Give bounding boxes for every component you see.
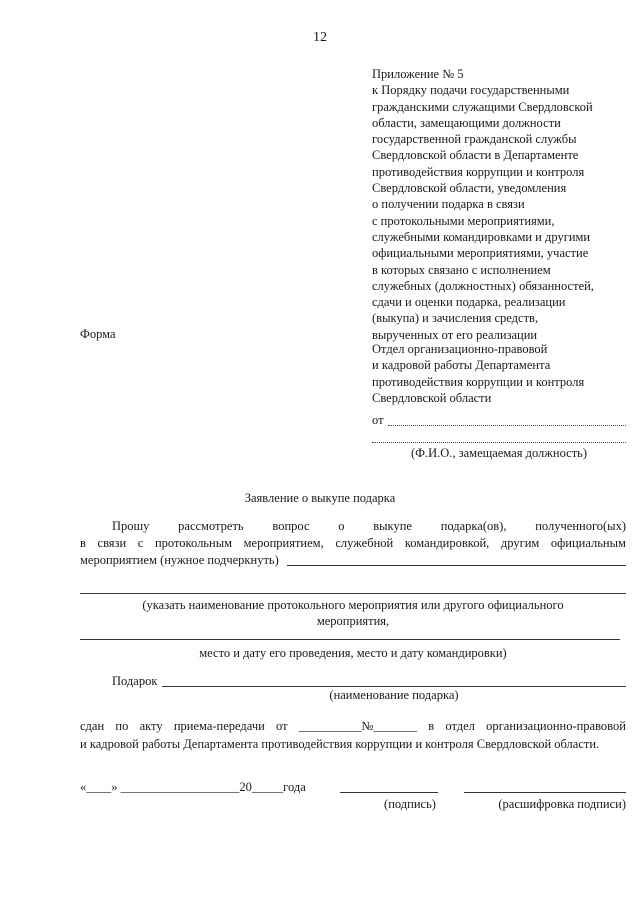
- date-field[interactable]: «____» ___________________20_____года: [80, 780, 306, 794]
- appendix-line: Свердловской области в Департаменте: [372, 148, 579, 163]
- event-caption-3: место и дату его проведения, место и дату командировки): [199, 646, 507, 660]
- handover-line-1: [80, 719, 626, 734]
- form-label: Форма: [80, 327, 116, 341]
- gift-input-line[interactable]: [162, 686, 626, 687]
- word: полученного(ых): [535, 519, 626, 533]
- appendix-line: служебных (должностных) обязанностей,: [372, 278, 594, 293]
- word: мероприятием,: [243, 536, 324, 550]
- event-input-line-1[interactable]: [287, 565, 626, 566]
- appendix-line: официальными мероприятиями, участие: [372, 246, 589, 261]
- word: акту: [139, 719, 163, 733]
- word: официальным: [550, 536, 626, 550]
- appendix-line: государственной гражданской службы: [372, 132, 577, 147]
- appendix-line: вырученных от его реализации: [372, 327, 538, 342]
- appendix-line: Свердловской области, уведомления: [372, 181, 567, 196]
- event-input-line-2[interactable]: [80, 593, 626, 594]
- word: в: [80, 536, 86, 550]
- from-input-line[interactable]: [388, 425, 626, 426]
- word: вопрос: [272, 519, 310, 533]
- word: командировкой,: [404, 536, 490, 550]
- body-line-3: мероприятием (нужное подчеркнуть): [80, 553, 279, 567]
- event-caption-1: (указать наименование протокольного мероприятия или другого официального: [142, 598, 564, 612]
- appendix-line: Приложение № 5: [372, 67, 464, 81]
- addressee-line: противодействия коррупции и контроля: [372, 374, 585, 389]
- word: сдан: [80, 719, 105, 733]
- word: в: [428, 719, 435, 733]
- word: организационно-правовой: [486, 719, 626, 733]
- word: служебной: [335, 536, 394, 550]
- appendix-line: к Порядку подачи государственными: [372, 83, 570, 98]
- appendix-line: гражданскими служащими Свердловской: [372, 99, 593, 114]
- body-line-2: [80, 536, 626, 551]
- word: протокольным: [154, 536, 233, 550]
- signature-decode-caption: (расшифровка подписи): [498, 797, 626, 811]
- signature-line[interactable]: [340, 792, 438, 793]
- word: выкупе: [373, 519, 412, 533]
- word: приема-передачи: [173, 719, 265, 733]
- appendix-line: с протокольными мероприятиями,: [372, 213, 555, 228]
- page-number: 12: [313, 30, 327, 45]
- appendix-line: служебными командировками и другими: [372, 229, 591, 244]
- body-line-1: [112, 519, 626, 534]
- addressee-line: Свердловской области: [372, 390, 492, 405]
- word: рассмотреть: [178, 519, 244, 533]
- word: другим: [500, 536, 540, 550]
- word: связи: [97, 536, 127, 550]
- signature-caption: (подпись): [384, 797, 436, 811]
- gift-caption: (наименование подарка): [329, 688, 459, 702]
- appendix-line: области, замещающими должности: [372, 115, 561, 130]
- from-label: от: [372, 413, 384, 427]
- addressee-line: Отдел организационно-правовой: [372, 342, 548, 356]
- fio-caption: (Ф.И.О., замещаемая должность): [410, 446, 588, 460]
- word: Прошу: [112, 519, 150, 533]
- word: подарка(ов),: [440, 519, 507, 533]
- gift-label: Подарок: [112, 674, 158, 688]
- word: отдел: [445, 719, 475, 733]
- appendix-line: противодействия коррупции и контроля: [372, 164, 585, 179]
- addressee-block: [372, 341, 584, 406]
- word: от: [276, 719, 288, 733]
- appendix-line: сдачи и оценки подарка, реализации: [372, 295, 566, 310]
- word: по: [115, 719, 129, 733]
- word: с: [137, 536, 144, 550]
- addressee-line: и кадровой работы Департамента: [372, 358, 551, 373]
- handover-line-2: и кадровой работы Департамента противодействия коррупции и контроля Свердловской области.: [80, 737, 600, 751]
- signature-decode-line[interactable]: [464, 792, 626, 793]
- appendix-line: (выкупа) и зачисления средств,: [372, 311, 539, 326]
- event-input-line-3[interactable]: [80, 639, 620, 640]
- act-number-field[interactable]: __________№_______: [298, 719, 418, 733]
- appendix-header: [372, 66, 594, 343]
- appendix-line: в которых связано с исполнением: [372, 262, 551, 277]
- document-title: Заявление о выкупе подарка: [244, 491, 396, 505]
- event-caption-2: мероприятия,: [316, 614, 390, 628]
- word: о: [338, 519, 345, 533]
- from-input-line-2[interactable]: [372, 442, 626, 443]
- appendix-line: о получении подарка в связи: [372, 197, 525, 212]
